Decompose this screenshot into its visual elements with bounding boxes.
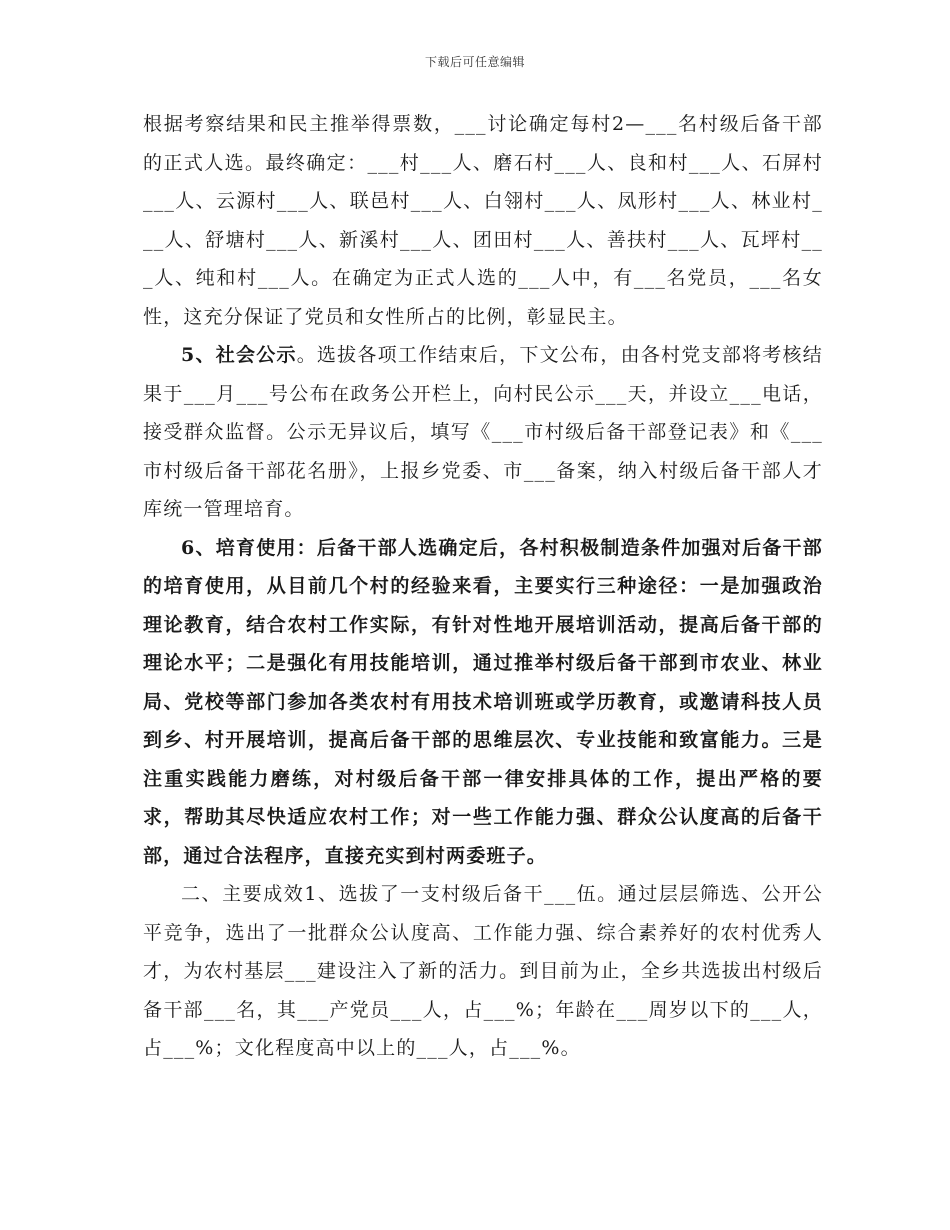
paragraph-lead-heading: 5、社会公示 [181, 344, 297, 366]
paragraph-main-results [143, 875, 823, 1068]
paragraph-text: 6、培育使用：后备干部人选确定后，各村积极制造条件加强对后备干部的培育使用，从目前几个村的经验来看，主要实行三种途径：一是加强政治理论教育，结合农村工作实际，有针对性地开展培训活动，提高后备干部的理论水平；二是强化有用技能培训，通过推举村级后备干部到市农业、林业局、党校等部门参加各类农村有用技术培训班或学历教育，或邀请科技人员到乡、村开展培训，提高后备干部的思维层次、专业技能和致富能力。三是注重实践能力磨练，对村级后备干部一律安排具体的工作，提出严格的要求，帮助其尽快适应农村工作；对一些工作能力强、群众公认度高的后备干部，通过合法程序，直接充实到村两委班子。 [143, 536, 823, 867]
paragraph-text: 二、主要成效1、选拔了一支村级后备干___伍。通过层层筛选、公开公平竞争，选出了一批群众公认度高、工作能力强、综合素养好的农村优秀人才，为农村基层___建设注入了新的活力。到目前为止，全乡共选拔出村级后备干部___名，其___产党员___人，占___%；年龄在___周岁以下的___人，占___%；文化程度高中以上的___人，占___%。 [143, 883, 823, 1059]
paragraph-text: 根据考察结果和民主推举得票数，___讨论确定每村2—___名村级后备干部的正式人选。最终确定：___村___人、磨石村___人、良和村___人、石屏村___人、云源村___人、联邑村___人、白翎村___人、凤形村___人、林业村___人、舒塘村___人、新溪村___人、团田村___人、善扶村___人、瓦坪村___人、纯和村___人。在确定为正式人选的___人中，有___名党员，___名女性，这充分保证了党员和女性所占的比例，彰显民主。 [143, 113, 823, 328]
paragraph-text: 。选拔各项工作结束后，下文公布，由各村党支部将考核结果于___月___号公布在政务公开栏上，向村民公示___天，并设立___电话，接受群众监督。公示无异议后，填写《___市村级后备干部登记表》和《___市村级后备干部花名册》，上报乡党委、市___备案，纳入村级后备干部人才库统一管理培育。 [143, 344, 823, 520]
paragraph-public-notice [143, 336, 823, 529]
paragraph-selection-result [143, 105, 823, 336]
document-body [143, 105, 823, 1068]
page-header: 下载后可任意编辑 [424, 55, 525, 69]
paragraph-training-use [143, 529, 823, 876]
